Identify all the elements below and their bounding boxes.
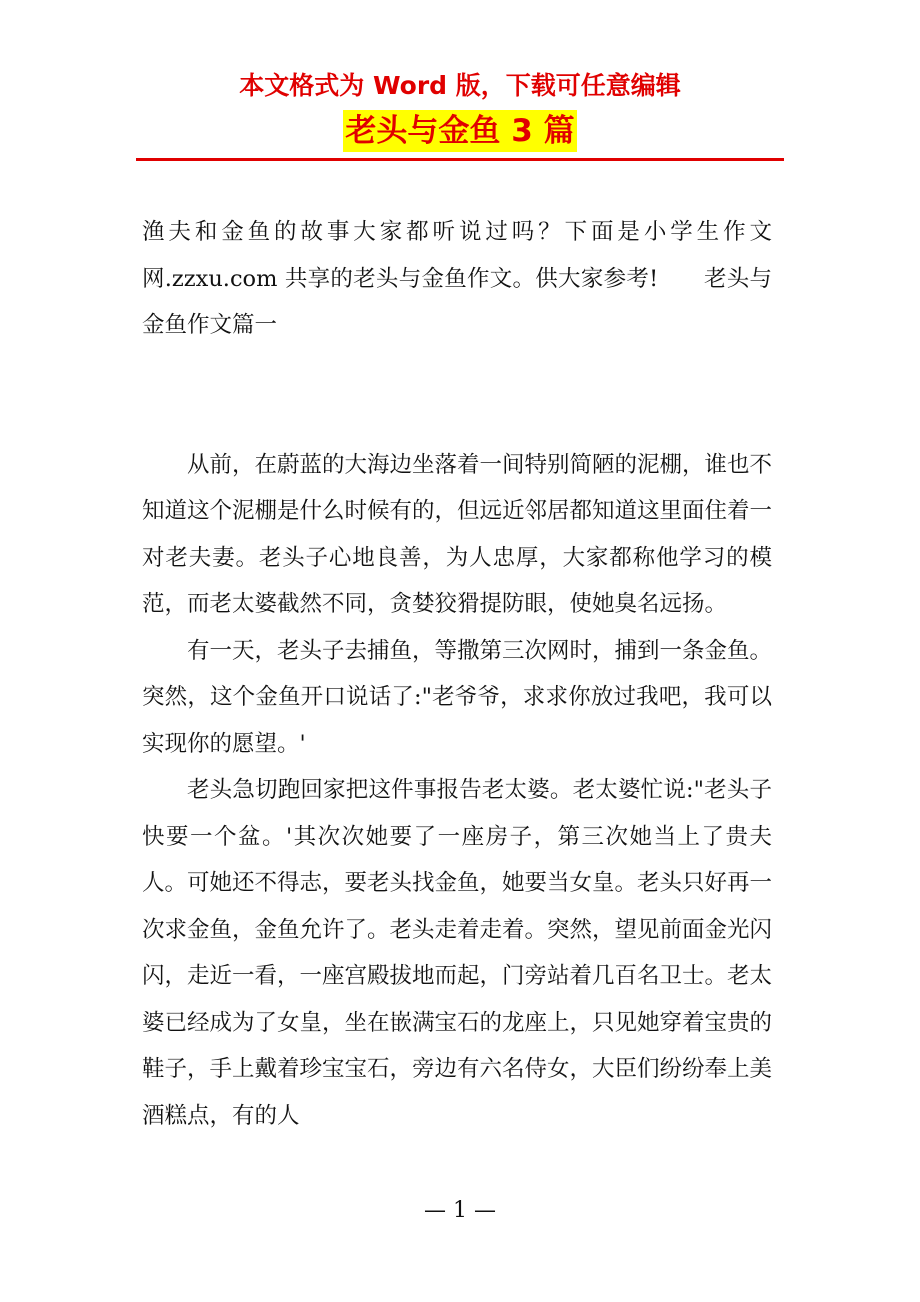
title-container [0,110,920,152]
page-number: — 1 — [424,1198,496,1223]
format-notice: 本文格式为 Word 版，下载可任意编辑 [239,71,681,100]
body-paragraph-1: 从前，在蔚蓝的大海边坐落着一间特别简陋的泥棚，谁也不知道这个泥棚是什么时候有的，但远近邻居都知道这里面住着一对老夫妻。老头子心地良善，为人忠厚，大家都称他学习的模范，而老太婆截然不同，贪婪狡猾提防眼，使她臭名远扬。 [142,451,773,617]
body-paragraph-2: 有一天，老头子去捕鱼，等撒第三次网时，捕到一条金鱼。突然，这个金鱼开口说话了:"老爷爷，求求你放过我吧，我可以实现你的愿望。' [142,637,773,757]
document-title: 老头与金鱼 3 篇 [343,110,576,152]
body-paragraph-3: 老头急切跑回家把这件事报告老太婆。老太婆忙说:"老头子快要一个盆。'其次次她要了一座房子，第三次她当上了贵夫人。可她还不得志，要老头找金鱼，她要当女皇。老头只好再一次求金鱼，金鱼允许了。老头走着走着。突然，望见前面金光闪闪，走近一看，一座宫殿拔地而起，门旁站着几百名卫士。老太婆已经成为了女皇，坐在嵌满宝石的龙座上，只见她穿着宝贵的鞋子，手上戴着珍宝宝石，旁边有六名侍女，大臣们纷纷奉上美酒糕点，有的人 [142,777,773,1129]
title-divider [136,158,784,161]
intro-paragraph: 渔夫和金鱼的故事大家都听说过吗？下面是小学生作文网.zzxu.com 共享的老头与金鱼作文。供大家参考! 老头与金鱼作文篇一 [142,219,772,338]
document-body [142,209,772,1139]
